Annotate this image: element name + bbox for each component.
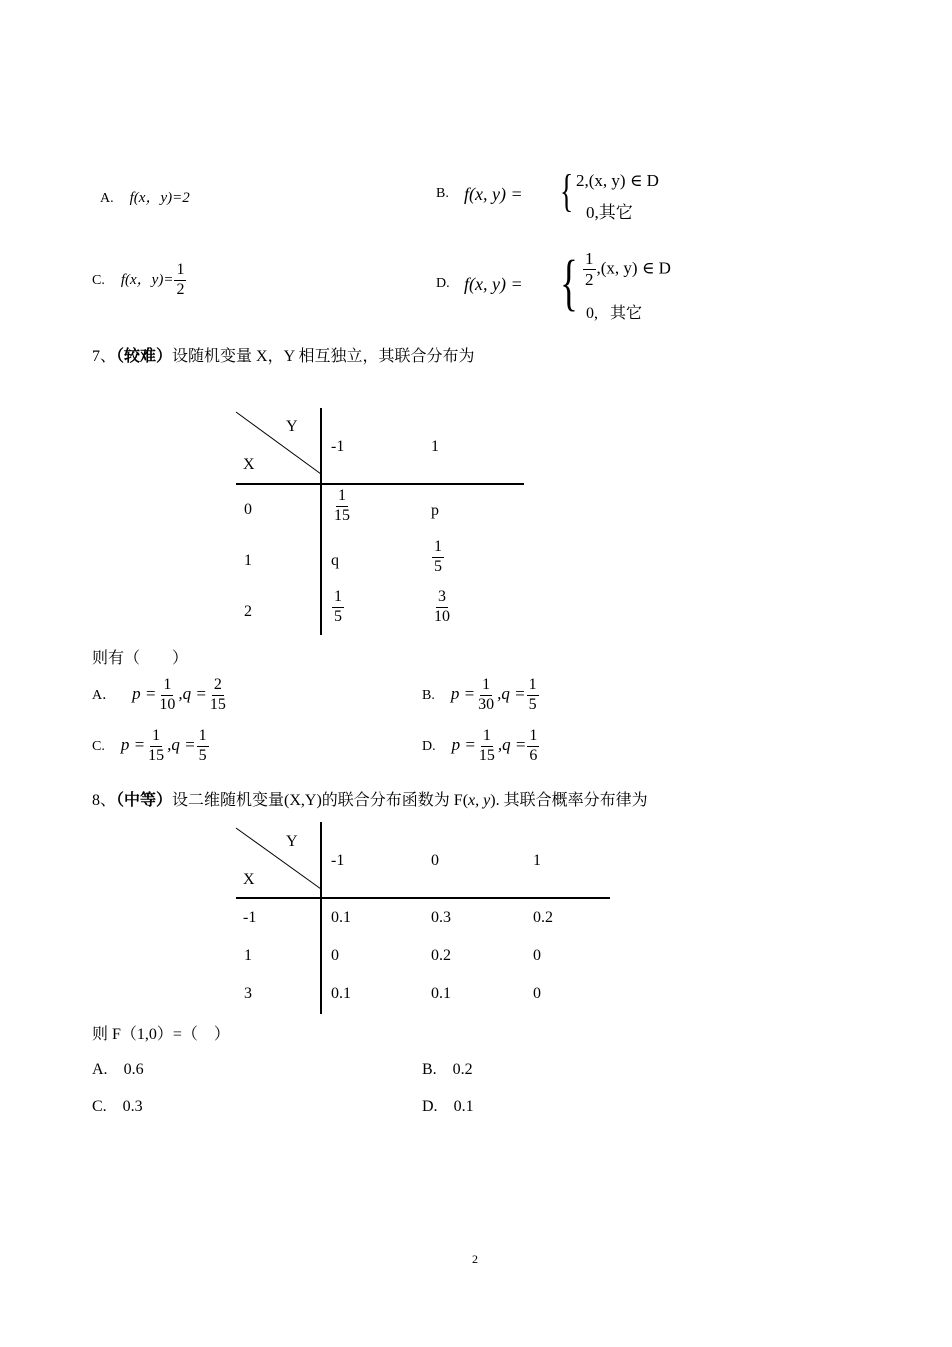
difficulty-tag: （较难） [116,348,173,365]
fraction: $\frac{1}{2}$ [585,249,594,289]
header-y: Y [286,418,298,435]
case-line-1: 2,(x, y) ∈ D [576,171,659,190]
left-brace: { [560,249,578,317]
option-expression: f(x，y)=2 [129,190,190,206]
option-expression: f(x，y)= [120,271,174,288]
table-cell: $\frac{3}{10}$ [434,588,450,625]
row-header: 1 [244,947,252,964]
option-label: D. [436,276,450,291]
question-text: 设随机变量 X，Y 相互独立，其联合分布为 [172,348,475,365]
q7-option-c: C. p = $\frac{1}{15}$ ,q = $\frac{1}{5}$ [92,727,207,764]
left-brace: { [560,165,574,216]
row-header: -1 [243,909,257,926]
row-header: 3 [244,985,252,1002]
q8-option-b: B. 0.2 [422,1061,473,1078]
table-cell: $\frac{1}{5}$ [434,538,442,575]
function-lhs: f(x, y) = [464,274,523,294]
q7-option-b: B. p = $\frac{1}{30}$ ,q = $\frac{1}{5}$ [422,676,537,713]
header-x: X [243,456,255,473]
column-header: 1 [431,438,439,455]
table-cell: p [431,502,439,519]
case-line-2: 0,其它 [586,203,633,222]
column-header: 0 [431,852,439,869]
column-header: 1 [533,852,541,869]
q8-prompt: 则 F（1,0）=（ ） [92,1026,230,1043]
q7-option-d: D. p = $\frac{1}{15}$ ,q = $\frac{1}{6}$ [422,727,538,764]
table-cell: 0.2 [533,909,553,926]
table-cell: q [331,552,339,569]
q8-option-c: C. 0.3 [92,1098,143,1115]
table-cell: 0 [533,985,541,1002]
header-x: X [243,871,255,888]
table-cell: $\frac{1}{15}$ [334,487,350,524]
page-number: 2 [472,1252,478,1266]
row-header: 0 [244,501,252,518]
table-cell: 0.3 [431,909,451,926]
q8-question: 8、（中等）设二维随机变量(X,Y)的联合分布函数为 F(x, y). 其联合概率分布律为 [92,792,648,809]
column-header: -1 [331,852,345,869]
header-y: Y [286,833,298,850]
row-header: 2 [244,603,252,620]
difficulty-tag: （中等） [116,792,173,809]
table-cell: 0 [331,947,339,964]
q8-option-d: D. 0.1 [422,1098,474,1115]
q8-option-a: A. 0.6 [92,1061,144,1078]
question-number: 8、 [92,792,117,809]
case-line-2: 0, 其它 [586,305,643,322]
function-lhs: f(x, y) = [464,184,523,204]
table-cell: 0.1 [331,909,351,926]
fraction: $\frac{1}{2}$ [176,261,185,298]
q7-option-a: A． p = $\frac{1}{10}$ ,q = $\frac{2}{15}$ [92,676,226,713]
question-number: 7、 [92,348,117,365]
table-cell: $\frac{1}{5}$ [334,588,342,625]
option-label: A. [100,191,114,206]
option-label: C. [92,272,105,288]
table-vertical-rule [320,822,322,1014]
question-text: 设二维随机变量(X,Y)的联合分布函数为 F( [172,792,469,809]
table-header-rule [236,897,610,899]
case-line-1: $\frac{1}{2}$ ,(x, y) ∈ D [585,249,671,289]
table-cell: 0 [533,947,541,964]
table-cell: 0.1 [431,985,451,1002]
q7-prompt: 则有（ ） [92,650,189,667]
row-header: 1 [244,552,252,569]
option-label: B. [436,186,449,201]
table-cell: 0.2 [431,947,451,964]
column-header: -1 [331,438,345,455]
table-cell: 0.1 [331,985,351,1002]
